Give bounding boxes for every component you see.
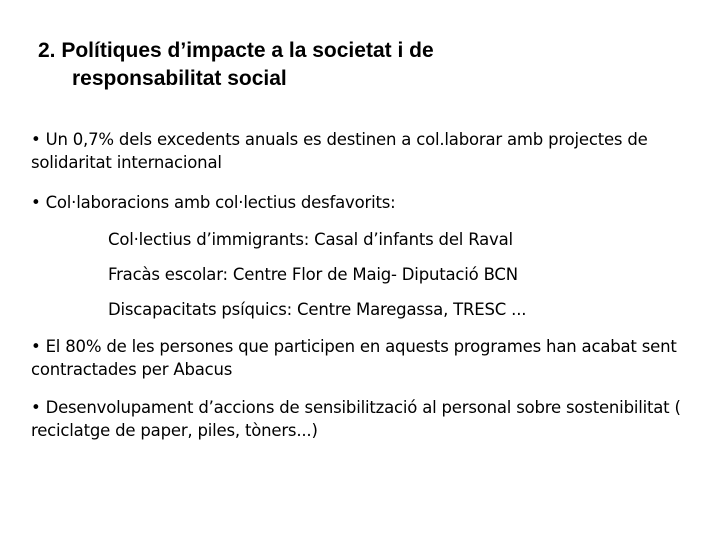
subitem-school-failure: Fracàs escolar: Centre Flor de Maig- Diputació BCN [108, 265, 518, 284]
slide-title-line-1: 2. Polítiques d’impacte a la societat i de [38, 39, 434, 62]
bullet-collaborations: • Col·laboracions amb col·lectius desfavorits: [31, 193, 396, 212]
slide-title-line-2: responsabilitat social [72, 67, 287, 90]
bullet-solidarity: • Un 0,7% dels excedents anuals es destinen a col.laborar amb projectes de solidaritat internacional [31, 130, 648, 172]
subitem-immigrants: Col·lectius d’immigrants: Casal d’infants del Raval [108, 230, 513, 249]
slide-title [38, 37, 678, 93]
bullet-sustainability: • Desenvolupament d’accions de sensibilització al personal sobre sostenibilitat ( reciclatge de paper, piles, tòners...) [31, 398, 681, 440]
bullet-hiring: • El 80% de les persones que participen en aquests programes han acabat sent contractades per Abacus [31, 337, 677, 379]
subitem-disabilities: Discapacitats psíquics: Centre Maregassa, TRESC ... [108, 300, 527, 319]
